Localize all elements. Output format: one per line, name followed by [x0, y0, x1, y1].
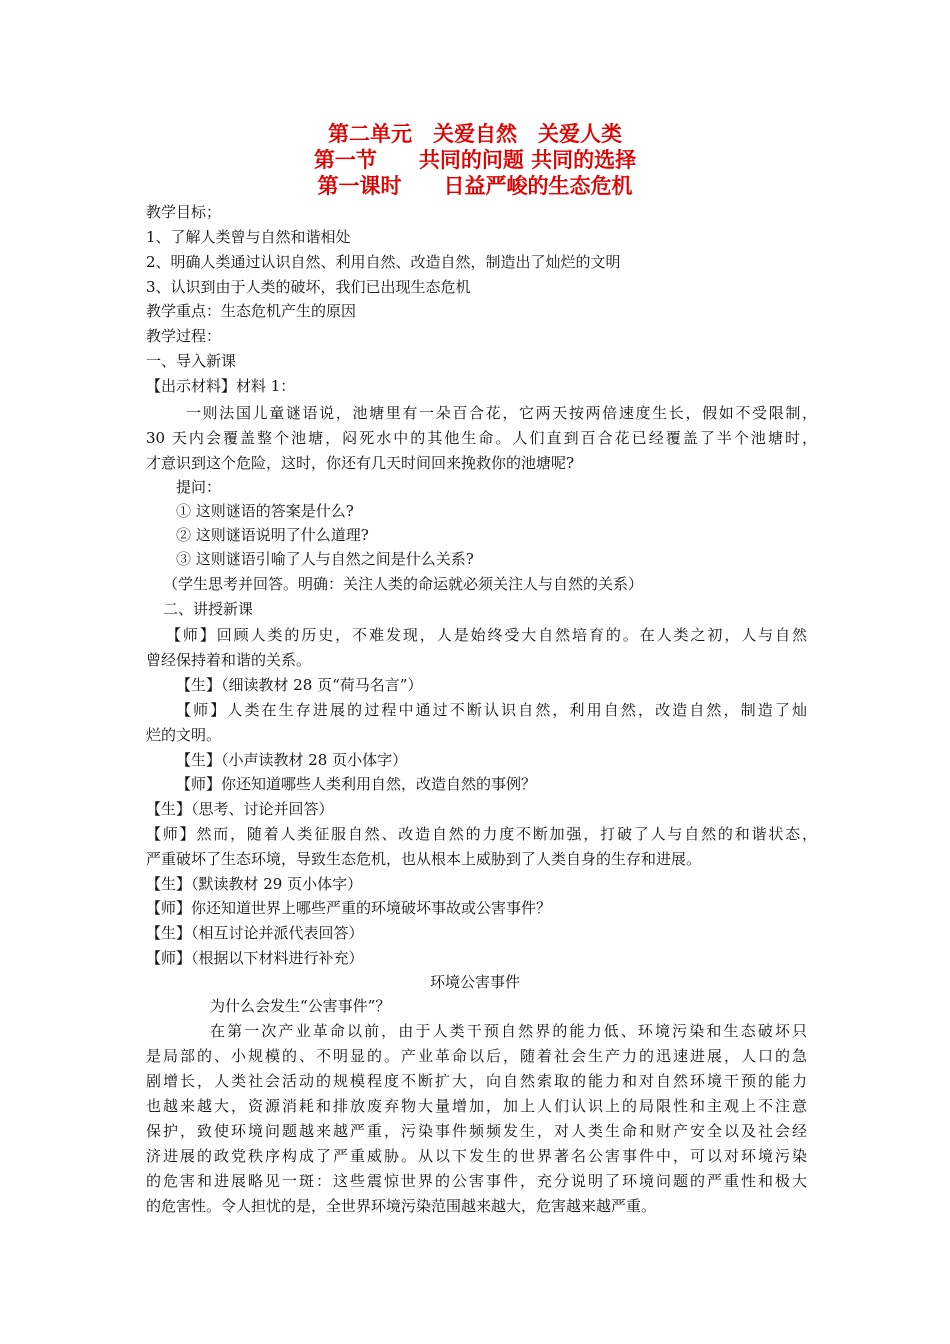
paragraph-line: 【师】人类在生存进展的过程中通过不断认识自然，利用自然，改造自然，制造了灿: [176, 701, 807, 719]
paragraph-line: 剧增长，人类社会活动的规模程度不断扩大，向自然索取的能力和对自然环境干预的能力: [146, 1072, 807, 1090]
material-label: 【出示材料】材料 1：: [146, 377, 296, 395]
section-heading: 一、导入新课: [146, 352, 237, 370]
question-item: ① 这则谜语的答案是什么?: [176, 502, 354, 520]
paragraph-line: 【师】然而，随着人类征服自然、改造自然的力度不断加强，打破了人与自然的和谐状态，: [146, 825, 817, 843]
material-subtitle: 为什么会发生“公害事件”？: [210, 997, 391, 1015]
dialogue-line: 【师】你还知道哪些人类利用自然，改造自然的事例？: [176, 775, 537, 793]
paragraph-line: 在第一次产业革命以前，由于人类干预自然界的能力低、环境污染和生态破坏只: [210, 1022, 807, 1040]
question-item: ③ 这则谜语引喻了人与自然之间是什么关系?: [176, 550, 474, 568]
paragraph-line: 的危害性。令人担忧的是，全世界环境污染范围越来越大，危害越来越严重。: [146, 1197, 657, 1215]
question-label: 提问：: [176, 478, 222, 496]
dialogue-line: 【生】（思考、讨论并回答）: [146, 800, 334, 818]
objective-item: 2、明确人类通过认识自然、利用自然、改造自然，制造出了灿烂的文明: [146, 253, 621, 271]
paragraph-line: 的危害和进展略见一斑：这些震惊世界的公害事件，充分说明了环境问题的严重性和极大: [146, 1172, 807, 1190]
objectives-heading: 教学目标；: [146, 203, 222, 221]
paragraph-line: 严重破坏了生态环境，导致生态危机，也从根本上威胁到了人类自身的生存和进展。: [146, 850, 702, 868]
dialogue-line: 【生】（细读教材 28 页“荷马名言”）: [176, 676, 423, 694]
paragraph-line: 30 天内会覆盖整个池塘，闷死水中的其他生命。人们直到百合花已经覆盖了半个池塘时，: [146, 429, 817, 447]
section-title: 第一节 共同的问题 共同的选择: [313, 148, 637, 172]
paragraph-line: 一则法国儿童谜语说，池塘里有一朵百合花，它两天按两倍速度生长，假如不受限制，: [186, 404, 817, 422]
answer-note: （学生思考并回答。明确：关注人类的命运就必须关注人与自然的关系）: [163, 575, 644, 593]
objective-item: 3、认识到由于人类的破坏，我们已出现生态危机: [146, 278, 471, 296]
dialogue-line: 【师】你还知道世界上哪些严重的环境破坏事故或公害事件？: [146, 899, 552, 917]
lesson-title: 第一课时 日益严峻的生态危机: [317, 174, 633, 198]
paragraph-line: 【师】回顾人类的历史，不难发现，人是始终受大自然培育的。在人类之初，人与自然: [166, 626, 807, 644]
paragraph-line: 也越来越大，资源消耗和排放废弃物大量增加，加上人们认识上的局限性和主观上不注意: [146, 1097, 807, 1115]
dialogue-line: 【生】（小声读教材 28 页小体字）: [176, 751, 408, 769]
dialogue-line: 【生】（默读教材 29 页小体字）: [146, 875, 363, 893]
key-point: 教学重点：生态危机产生的原因: [146, 302, 357, 320]
paragraph-line: 济进展的政党秩序构成了严重威胁。从以下发生的世界著名公害事件中，可以对环境污染: [146, 1147, 807, 1165]
section-heading: 二、讲授新课: [163, 600, 254, 618]
material-title: 环境公害事件: [429, 973, 520, 991]
process-heading: 教学过程：: [146, 327, 222, 345]
objective-item: 1、了解人类曾与自然和谐相处: [146, 228, 351, 246]
dialogue-line: 【师】（根据以下材料进行补充）: [146, 949, 364, 967]
paragraph-line: 保护，致使环境问题越来越严重，污染事件频频发生，对人类生命和财产安全以及社会经: [146, 1122, 807, 1140]
paragraph-line: 烂的文明。: [146, 726, 222, 744]
unit-title: 第二单元 关爱自然 关爱人类: [328, 122, 622, 146]
paragraph-line: 才意识到这个危险，这时，你还有几天时间回来挽救你的池塘呢?: [146, 454, 575, 472]
paragraph-line: 曾经保持着和谐的关系。: [146, 651, 312, 669]
question-item: ② 这则谜语说明了什么道理?: [176, 526, 369, 544]
paragraph-line: 是局部的、小规模的、不明显的。产业革命以后，随着社会生产力的迅速进展，人口的急: [146, 1047, 807, 1065]
dialogue-line: 【生】（相互讨论并派代表回答）: [146, 924, 364, 942]
